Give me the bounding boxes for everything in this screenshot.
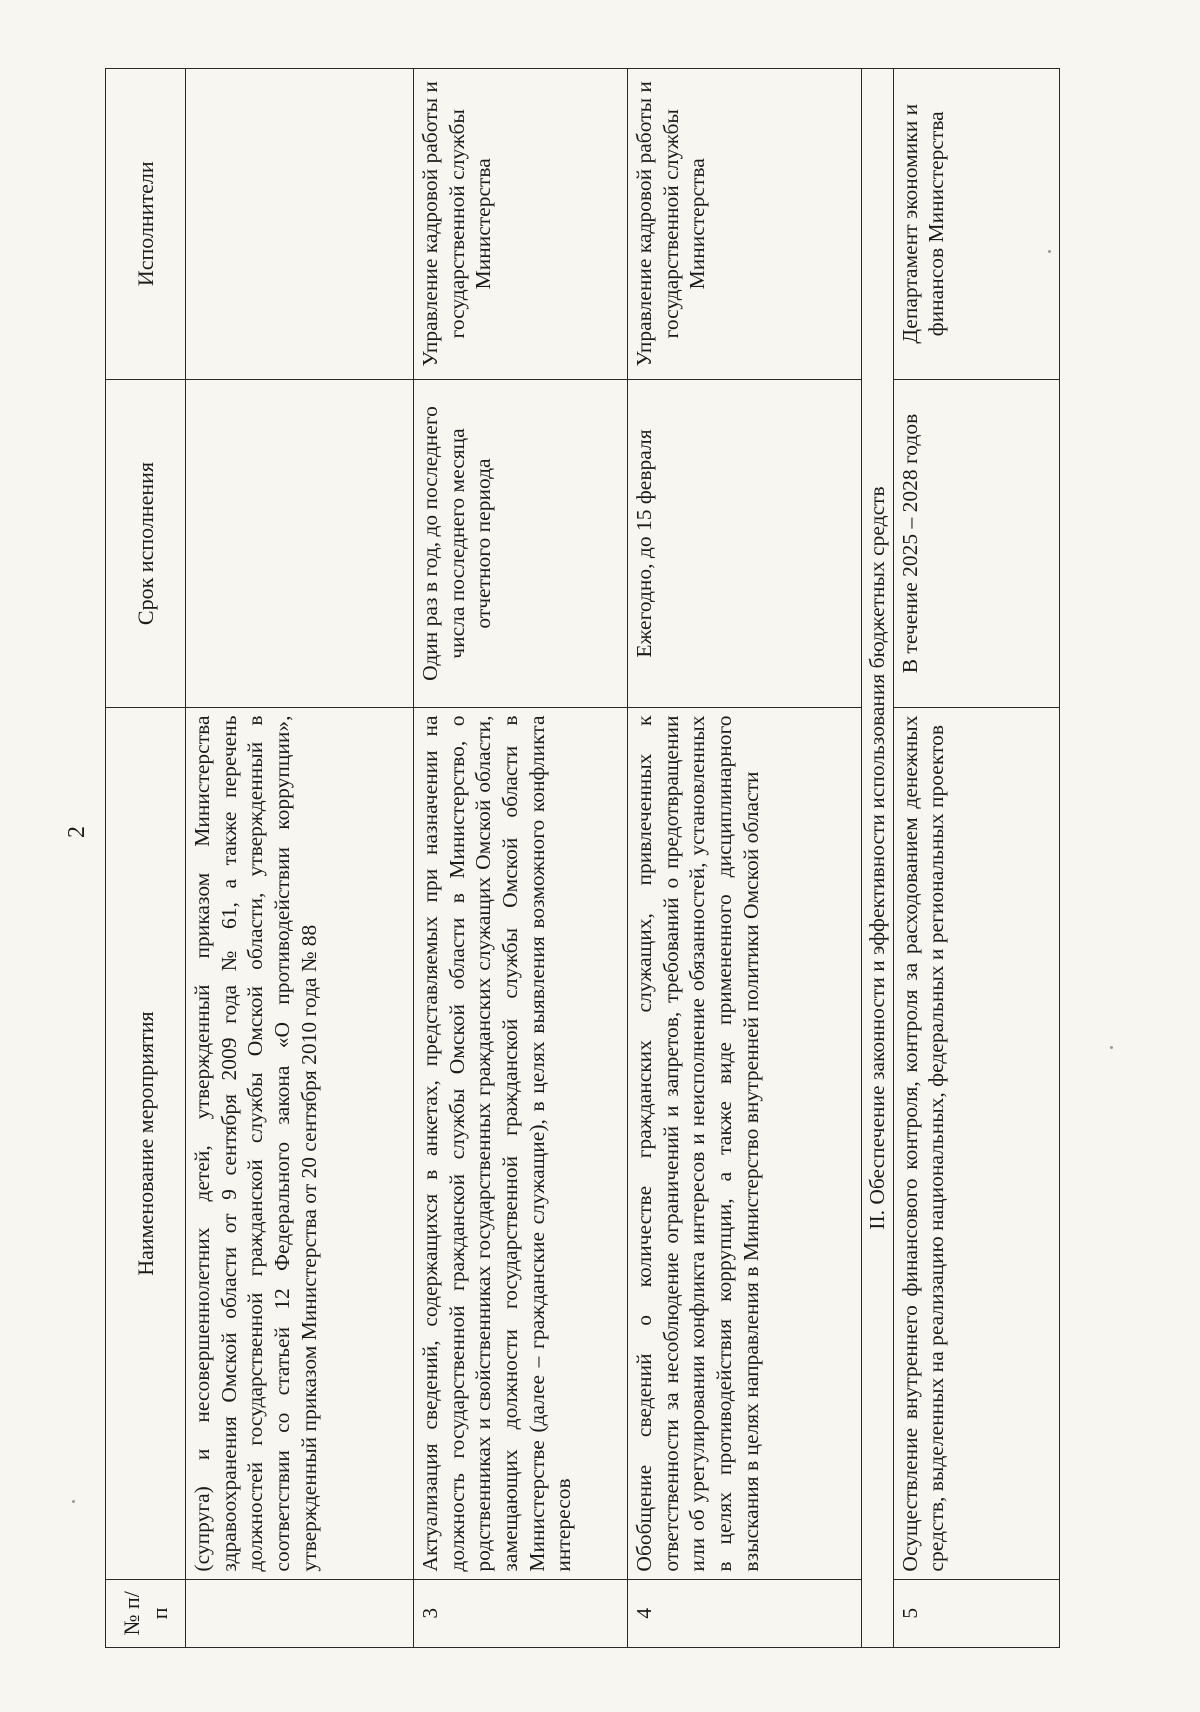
scan-speck xyxy=(1110,1046,1113,1049)
row-executors: Департамент экономики и финансов Министерства xyxy=(893,69,1059,380)
row-term: В течение 2025 – 2028 годов xyxy=(893,379,1059,708)
page-number: 2 xyxy=(64,826,90,838)
row-name: Актуализация сведений, содержащихся в анкетах, представляемых при назначении на должность государственной гражданской службы Омской области в Министерство, о родственниках и свойственниках государственных гражданских служащих Омской области, замещающих должности государственной гражданской службы Омской области в Министерстве (далее – гражданские служащие), в целях выявления возможного конфликта интересов xyxy=(414,708,628,1579)
header-executors: Исполнители xyxy=(106,69,186,380)
scan-speck xyxy=(1048,250,1051,253)
row-num xyxy=(186,1579,414,1647)
header-term: Срок исполнения xyxy=(106,379,186,708)
row-name: Осуществление внутреннего финансового контроля, контроля за расходованием денежных средств, выделенных на реализацию национальных, федеральных и региональных проектов xyxy=(893,708,1059,1579)
scan-speck xyxy=(72,1500,75,1503)
row-num: 3 xyxy=(414,1579,628,1647)
section-row xyxy=(862,69,894,1648)
table-row xyxy=(893,69,1059,1648)
measures-table-sheet xyxy=(105,68,1057,1648)
row-term: Ежегодно, до 15 февраля xyxy=(628,379,862,708)
table-row xyxy=(186,69,414,1648)
row-executors: Управление кадровой работы и государственной службы Министерства xyxy=(414,69,628,380)
table-row xyxy=(414,69,628,1648)
row-term: Один раз в год, до последнего числа последнего месяца отчетного периода xyxy=(414,379,628,708)
row-name: (супруга) и несовершеннолетних детей, утвержденный приказом Министерства здравоохранения Омской области от 9 сентября 2009 года № 61, а также перечень должностей государственной гражданской службы Омской области, утвержденный в соответствии со статьей 12 Федерального закона «О противодействии коррупции», утвержденный приказом Министерства от 20 сентября 2010 года № 88 xyxy=(186,708,414,1579)
header-num: № п/п xyxy=(106,1579,186,1647)
row-num: 5 xyxy=(893,1579,1059,1647)
row-name: Обобщение сведений о количестве гражданских служащих, привлеченных к ответственности за несоблюдение ограничений и запретов, требований о предотвращении или об урегулировании конфликта интересов и неисполнение обязанностей, установленных в целях противодействия коррупции, а также виде примененного дисциплинарного взыскания в целях направления в Министерство внутренней политики Омской области xyxy=(628,708,862,1579)
section-title: II. Обеспечение законности и эффективности использования бюджетных средств xyxy=(862,69,894,1648)
measures-table xyxy=(105,68,1060,1648)
table-header-row xyxy=(106,69,186,1648)
row-executors: Управление кадровой работы и государственной службы Министерства xyxy=(628,69,862,380)
row-executors xyxy=(186,69,414,380)
row-num: 4 xyxy=(628,1579,862,1647)
table-row xyxy=(628,69,862,1648)
row-term xyxy=(186,379,414,708)
header-name: Наименование мероприятия xyxy=(106,708,186,1579)
